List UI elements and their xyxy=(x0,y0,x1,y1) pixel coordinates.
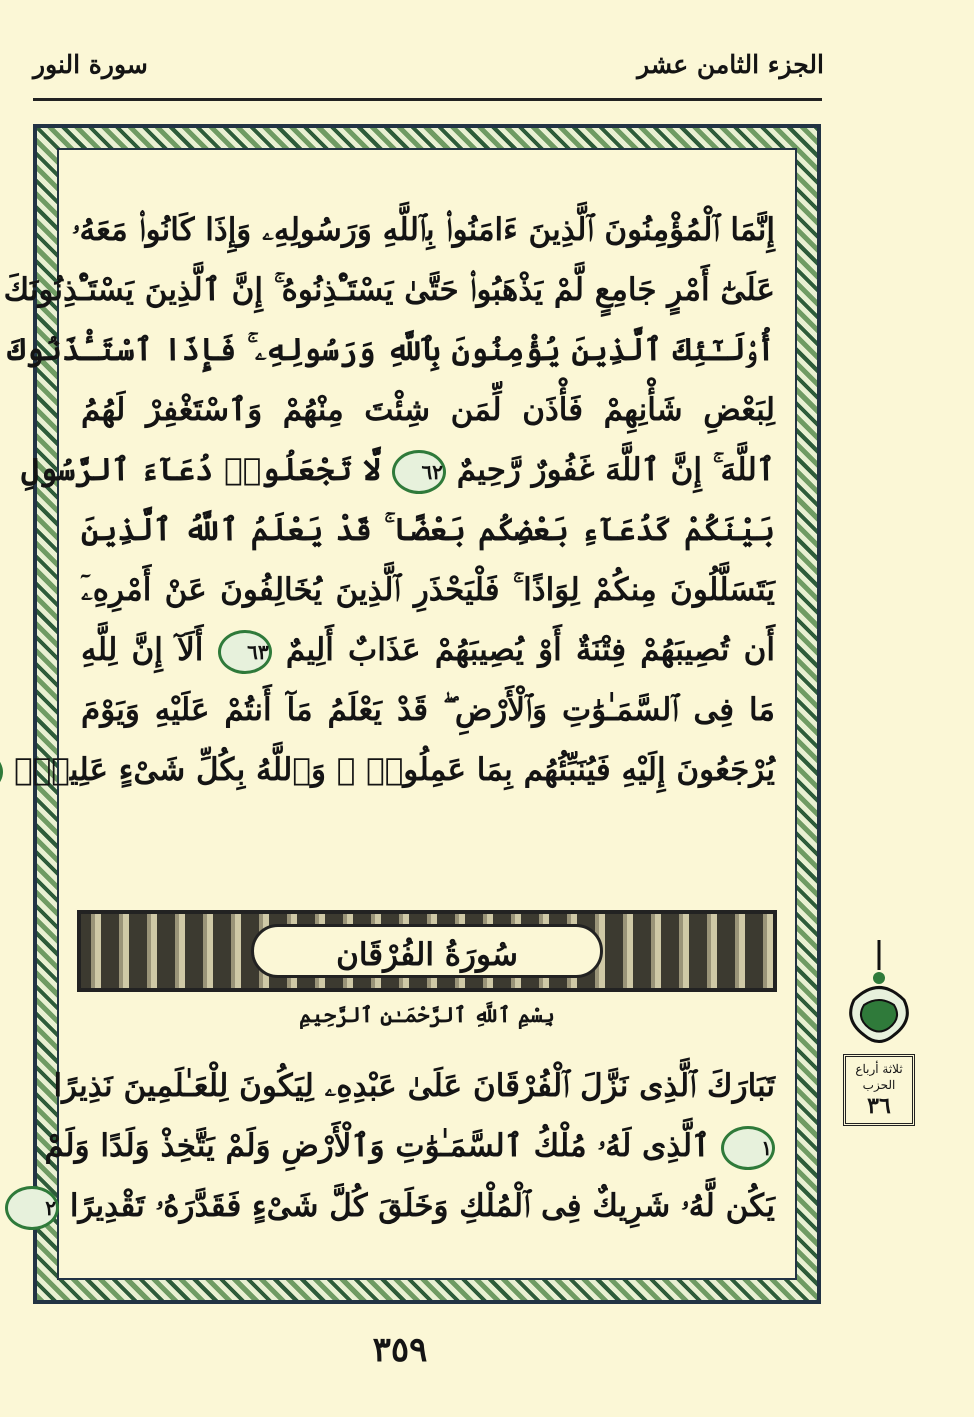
ayah-marker xyxy=(0,750,3,794)
verse-segment: أَلَآ إِنَّ لِلَّهِ xyxy=(81,632,204,668)
verse-line: عَلَىٰٓ أَمْرٍ جَامِعٍ لَّمْ يَذْهَبُوا۟ حَتَّىٰ يَسْتَـْٔذِنُوهُ ۚ إِنَّ ٱلَّذِينَ يَسْتَـْٔذِنُونَكَ xyxy=(3,272,775,308)
page-frame-inner xyxy=(3,148,797,1280)
verse-segment: ٱلَّذِى لَهُۥ مُلْكُ ٱلسَّمَـٰوَٰتِ وَٱلْأَرْضِ وَلَمْ يَتَّخِذْ وَلَدًا وَلَمْ xyxy=(44,1128,711,1164)
ayah-marker: ٢ xyxy=(5,1186,59,1230)
page-frame xyxy=(3,124,821,1304)
verse-line xyxy=(20,440,775,500)
ayah-marker: ٦٣ xyxy=(218,630,272,674)
hizb-ornament-icon xyxy=(844,940,914,1050)
page-number: ٣٥٩ xyxy=(372,1330,428,1370)
verse-segment: أَن تُصِيبَهُمْ فِتْنَةٌ أَوْ يُصِيبَهُمْ عَذَابٌ أَلِيمٌ xyxy=(285,632,775,668)
verse-line xyxy=(45,1176,775,1236)
verse-segment: ٱللَّهَ ۚ إِنَّ ٱللَّهَ غَفُورٌ رَّحِيمٌ xyxy=(456,452,775,488)
verse-line: إِنَّمَا ٱلْمُؤْمِنُونَ ٱلَّذِينَ ءَامَنُوا۟ بِٱللَّهِ وَرَسُولِهِۦ وَإِذَا كَانُوا۟ مَعَهُۥ xyxy=(71,212,775,248)
surah-running-title: سورة النور xyxy=(33,50,148,79)
verse-line: بَيْنَكُمْ كَدُعَآءِ بَعْضِكُم بَعْضًا ۚ قَدْ يَعْلَمُ ٱللَّهُ ٱلَّذِينَ xyxy=(81,512,775,548)
surah-banner-title: سُورَةُ الفُرْقَان xyxy=(251,924,603,978)
verse-line: أُو۟لَـٰٓئِكَ ٱلَّذِينَ يُؤْمِنُونَ بِٱللَّهِ وَرَسُولِهِۦ ۚ فَإِذَا ٱسْتَـْٔذَنُوكَ xyxy=(7,332,775,368)
verse-line: لِبَعْضِ شَأْنِهِمْ فَأْذَن لِّمَن شِئْتَ مِنْهُمْ وَٱسْتَغْفِرْ لَهُمُ xyxy=(81,392,775,428)
header-rule xyxy=(33,98,822,101)
verses-block-1 xyxy=(3,200,775,800)
verse-line xyxy=(44,1116,775,1176)
verse-line: مَا فِى ٱلسَّمَـٰوَٰتِ وَٱلْأَرْضِ ۖ قَدْ يَعْلَمُ مَآ أَنتُمْ عَلَيْهِ وَيَوْمَ xyxy=(81,692,775,728)
verse-segment: لَّا تَجْعَلُوا۟ دُعَآءَ ٱلرَّسُولِ xyxy=(20,452,382,488)
basmala: بِسْمِ ٱللَّهِ ٱلرَّحْمَـٰنِ ٱلرَّحِيمِ xyxy=(299,1002,555,1027)
verse-segment: يَكُن لَّهُۥ شَرِيكٌ فِى ٱلْمُلْكِ وَخَلَقَ كُلَّ شَىْءٍ فَقَدَّرَهُۥ تَقْدِيرًا xyxy=(69,1188,775,1224)
ayah-marker: ٦٢ xyxy=(392,450,446,494)
verse-line: تَبَارَكَ ٱلَّذِى نَزَّلَ ٱلْفُرْقَانَ عَلَىٰ عَبْدِهِۦ لِيَكُونَ لِلْعَـٰلَمِينَ نَذِيرًا xyxy=(53,1068,775,1104)
hizb-marker xyxy=(843,940,915,1126)
hizb-label-word: الحزب xyxy=(862,1078,896,1092)
verses-block-2 xyxy=(44,1056,775,1236)
surah-banner xyxy=(77,910,777,992)
verse-line xyxy=(14,740,775,800)
ayah-marker: ١ xyxy=(721,1126,775,1170)
verse-line xyxy=(81,620,775,680)
juz-title: الجزء الثامن عشر xyxy=(637,50,824,79)
hizb-label xyxy=(843,1054,915,1126)
verse-segment: يُرْجَعُونَ إِلَيْهِ فَيُنَبِّئُهُم بِمَا عَمِلُوا۟ ۗ وَٱللَّهُ بِكُلِّ شَىْءٍ عَلِيمٌۢ xyxy=(14,752,775,788)
hizb-number: ٣٦ xyxy=(867,1093,891,1119)
verse-line: يَتَسَلَّلُونَ مِنكُمْ لِوَاذًا ۚ فَلْيَحْذَرِ ٱلَّذِينَ يُخَالِفُونَ عَنْ أَمْرِهِۦٓ xyxy=(81,572,775,608)
hizb-label-quarter: ثلاثة أرباع xyxy=(855,1062,903,1076)
